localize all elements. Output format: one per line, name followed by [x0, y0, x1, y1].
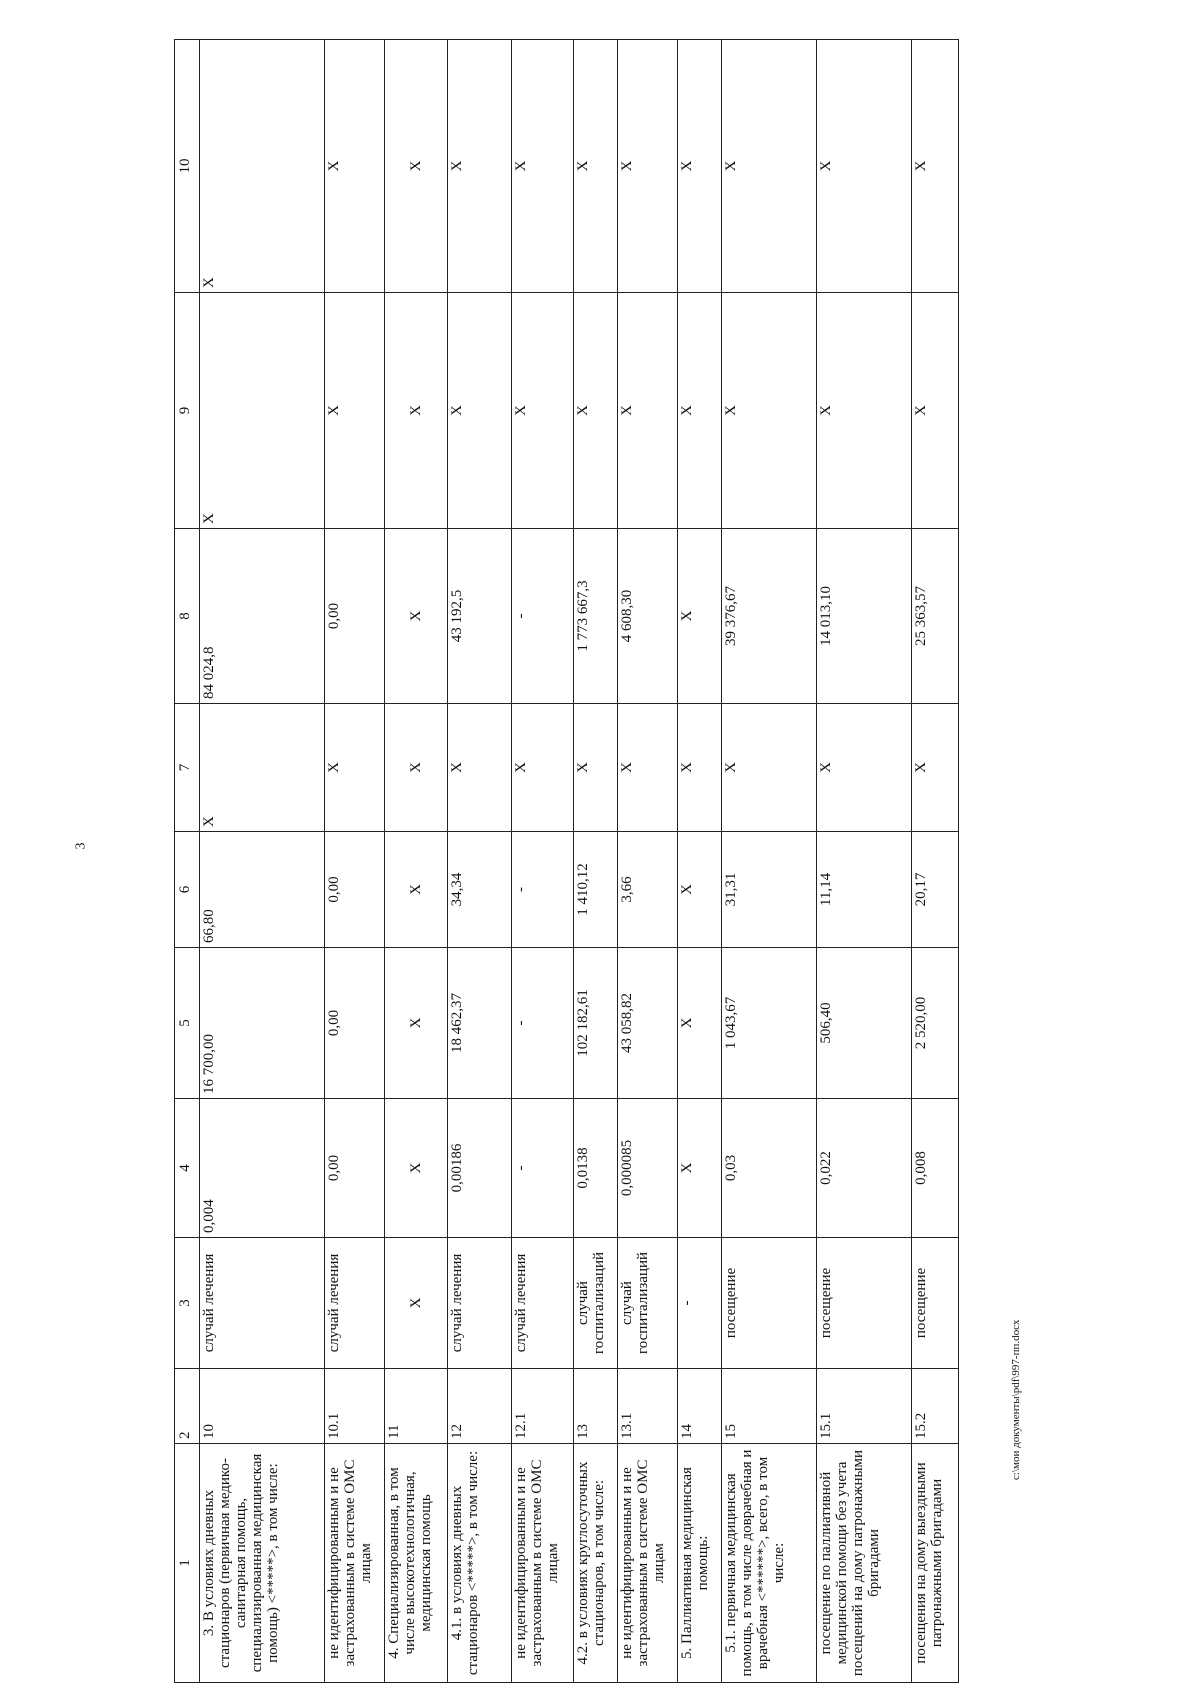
- row-description: не идентифицированным и не застрахованным в системе ОМС лицам: [618, 1444, 678, 1683]
- value-cell: 34,34: [448, 832, 512, 948]
- value-cell: 0,0138: [574, 1099, 618, 1238]
- table-row: [200, 40, 325, 1683]
- value-cell: X: [200, 704, 325, 832]
- value-cell: 0,00: [325, 948, 385, 1099]
- unit-cell: случай госпитализаций: [574, 1238, 618, 1369]
- value-cell: X: [385, 40, 448, 293]
- value-cell: X: [325, 40, 385, 293]
- value-cell: 0,004: [200, 1099, 325, 1238]
- value-cell: X: [448, 704, 512, 832]
- table-row: [512, 40, 574, 1683]
- value-cell: X: [574, 293, 618, 529]
- column-number-row: [175, 40, 200, 1683]
- value-cell: 43 192,5: [448, 529, 512, 704]
- column-number: 3: [175, 1238, 200, 1369]
- value-cell: X: [448, 40, 512, 293]
- value-cell: X: [325, 293, 385, 529]
- value-cell: X: [678, 948, 722, 1099]
- unit-cell: случай лечения: [200, 1238, 325, 1369]
- value-cell: X: [512, 40, 574, 293]
- value-cell: 102 182,61: [574, 948, 618, 1099]
- value-cell: 0,03: [722, 1099, 817, 1238]
- table-row: [448, 40, 512, 1683]
- value-cell: X: [678, 832, 722, 948]
- row-description: 4.1. в условиях дневных стационаров <*****>, в том числе:: [448, 1444, 512, 1683]
- unit-cell: -: [678, 1238, 722, 1369]
- unit-cell: X: [385, 1238, 448, 1369]
- footer-file-path: c:\мои документы\pdf\997-пп.docx: [1010, 1319, 1022, 1480]
- table-row: [325, 40, 385, 1683]
- value-cell: 1 043,67: [722, 948, 817, 1099]
- rotated-page-content: [174, 40, 1200, 1683]
- value-cell: X: [385, 1099, 448, 1238]
- unit-cell: случай лечения: [448, 1238, 512, 1369]
- table-row: [722, 40, 817, 1683]
- value-cell: 4 608,30: [618, 529, 678, 704]
- value-cell: 0,00: [325, 529, 385, 704]
- value-cell: 0,00186: [448, 1099, 512, 1238]
- value-cell: X: [817, 40, 912, 293]
- value-cell: X: [448, 293, 512, 529]
- value-cell: X: [618, 40, 678, 293]
- row-code: 12: [448, 1369, 512, 1444]
- unit-cell: случай лечения: [325, 1238, 385, 1369]
- value-cell: X: [618, 293, 678, 529]
- unit-cell: посещение: [817, 1238, 912, 1369]
- unit-cell: случай лечения: [512, 1238, 574, 1369]
- value-cell: X: [200, 293, 325, 529]
- value-cell: -: [512, 529, 574, 704]
- value-cell: 14 013,10: [817, 529, 912, 704]
- column-number: 10: [175, 40, 200, 293]
- value-cell: 66,80: [200, 832, 325, 948]
- value-cell: X: [385, 832, 448, 948]
- row-description: не идентифицированным и не застрахованным в системе ОМС лицам: [325, 1444, 385, 1683]
- value-cell: 1 773 667,3: [574, 529, 618, 704]
- value-cell: 16 700,00: [200, 948, 325, 1099]
- value-cell: -: [512, 1099, 574, 1238]
- data-table: [174, 39, 959, 1683]
- unit-cell: случай госпитализаций: [618, 1238, 678, 1369]
- value-cell: 2 520,00: [912, 948, 959, 1099]
- table-row: [574, 40, 618, 1683]
- value-cell: X: [574, 40, 618, 293]
- column-number: 5: [175, 948, 200, 1099]
- row-code: 15.1: [817, 1369, 912, 1444]
- value-cell: X: [678, 1099, 722, 1238]
- value-cell: X: [512, 704, 574, 832]
- value-cell: X: [912, 40, 959, 293]
- value-cell: 43 058,82: [618, 948, 678, 1099]
- column-number: 4: [175, 1099, 200, 1238]
- value-cell: 11,14: [817, 832, 912, 948]
- value-cell: 506,40: [817, 948, 912, 1099]
- column-number: 9: [175, 293, 200, 529]
- value-cell: X: [678, 529, 722, 704]
- value-cell: X: [817, 293, 912, 529]
- row-code: 12.1: [512, 1369, 574, 1444]
- row-description: 5.1. первичная медицинская помощь, в том числе доврачебная и врачебная <******>, всего, в том числе:: [722, 1444, 817, 1683]
- row-code: 10.1: [325, 1369, 385, 1444]
- value-cell: 1 410,12: [574, 832, 618, 948]
- row-description: 4.2. в условиях круглосуточных стационаров, в том числе:: [574, 1444, 618, 1683]
- value-cell: X: [912, 293, 959, 529]
- value-cell: 0,000085: [618, 1099, 678, 1238]
- value-cell: 0,00: [325, 1099, 385, 1238]
- value-cell: X: [678, 293, 722, 529]
- value-cell: X: [325, 704, 385, 832]
- table-row: [817, 40, 912, 1683]
- row-code: 13: [574, 1369, 618, 1444]
- row-description: посещения на дому выездными патронажными бригадами: [912, 1444, 959, 1683]
- value-cell: 18 462,37: [448, 948, 512, 1099]
- row-description: не идентифицированным и не застрахованным в системе ОМС лицам: [512, 1444, 574, 1683]
- table-row: [678, 40, 722, 1683]
- value-cell: X: [200, 40, 325, 293]
- row-code: 11: [385, 1369, 448, 1444]
- value-cell: X: [722, 293, 817, 529]
- value-cell: 0,00: [325, 832, 385, 948]
- value-cell: X: [512, 293, 574, 529]
- column-number: 6: [175, 832, 200, 948]
- value-cell: 3,66: [618, 832, 678, 948]
- row-description: 4. Специализированная, в том числе высокотехнологичная, медицинская помощь: [385, 1444, 448, 1683]
- value-cell: X: [817, 704, 912, 832]
- value-cell: X: [722, 40, 817, 293]
- value-cell: X: [574, 704, 618, 832]
- value-cell: X: [678, 704, 722, 832]
- row-description: посещение по паллиативной медицинской помощи без учета посещений на дому патронажными бригадами: [817, 1444, 912, 1683]
- value-cell: -: [512, 948, 574, 1099]
- value-cell: X: [618, 704, 678, 832]
- value-cell: 31,31: [722, 832, 817, 948]
- table-row: [618, 40, 678, 1683]
- unit-cell: посещение: [722, 1238, 817, 1369]
- value-cell: X: [385, 529, 448, 704]
- value-cell: 0,022: [817, 1099, 912, 1238]
- value-cell: X: [912, 704, 959, 832]
- value-cell: X: [385, 948, 448, 1099]
- value-cell: X: [678, 40, 722, 293]
- table-row: [912, 40, 959, 1683]
- value-cell: -: [512, 832, 574, 948]
- row-description: 3. В условиях дневных стационаров (первичная медико-санитарная помощь, специализированная медицинская помощь) <*****>, в том числе:: [200, 1444, 325, 1683]
- row-code: 15: [722, 1369, 817, 1444]
- value-cell: X: [722, 704, 817, 832]
- value-cell: 25 363,57: [912, 529, 959, 704]
- value-cell: X: [385, 293, 448, 529]
- unit-cell: посещение: [912, 1238, 959, 1369]
- column-number: 2: [175, 1369, 200, 1444]
- value-cell: 0,008: [912, 1099, 959, 1238]
- row-code: 13.1: [618, 1369, 678, 1444]
- column-number: 7: [175, 704, 200, 832]
- value-cell: X: [385, 704, 448, 832]
- page-number: 3: [73, 842, 89, 850]
- column-number: 8: [175, 529, 200, 704]
- column-number: 1: [175, 1444, 200, 1683]
- value-cell: 20,17: [912, 832, 959, 948]
- row-code: 14: [678, 1369, 722, 1444]
- row-description: 5. Паллиативная медицинская помощь:: [678, 1444, 722, 1683]
- value-cell: 84 024,8: [200, 529, 325, 704]
- value-cell: 39 376,67: [722, 529, 817, 704]
- table-row: [385, 40, 448, 1683]
- row-code: 15.2: [912, 1369, 959, 1444]
- row-code: 10: [200, 1369, 325, 1444]
